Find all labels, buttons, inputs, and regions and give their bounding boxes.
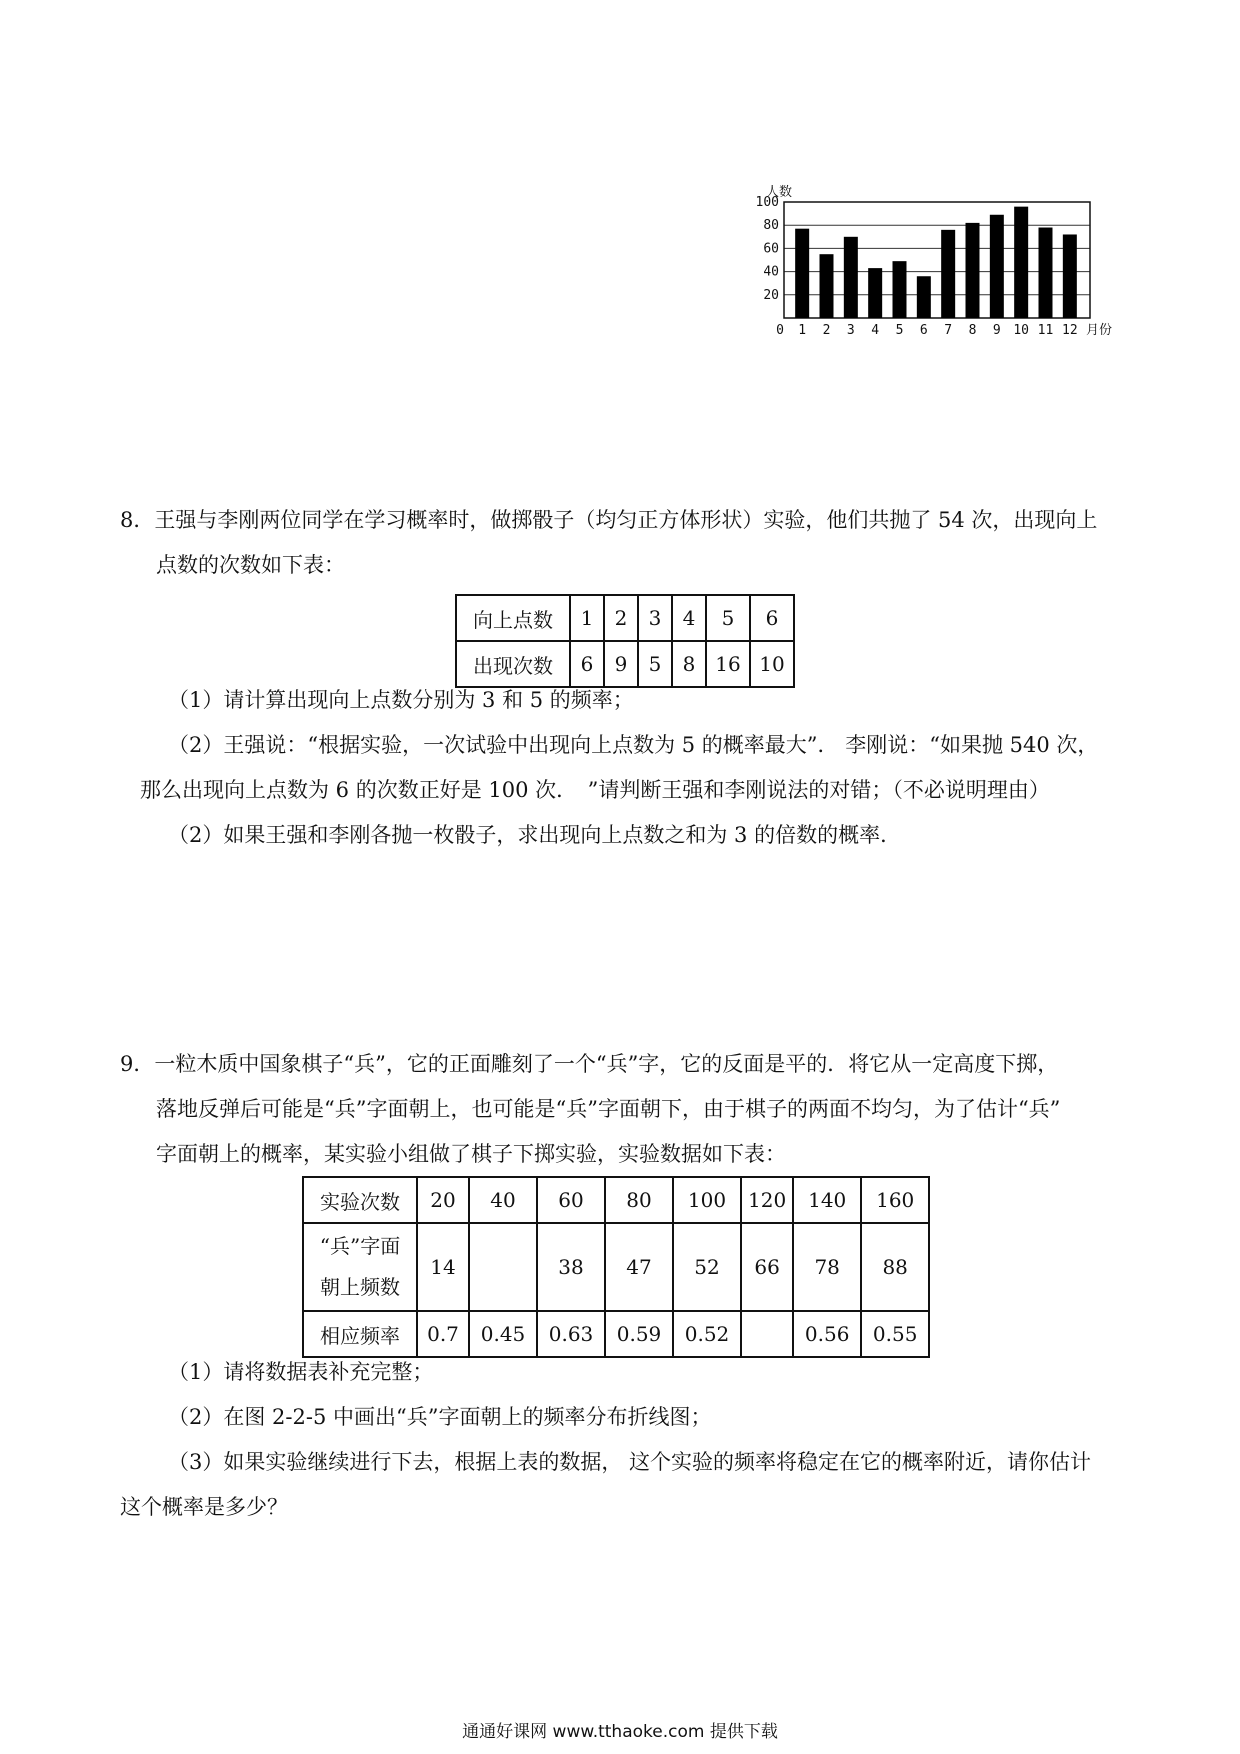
x-tick-label: 9 — [992, 323, 1001, 338]
table-cell: 66 — [741, 1223, 793, 1311]
table-cell: 120 — [741, 1177, 793, 1223]
table-cell: 16 — [706, 641, 750, 687]
table-cell: 0.55 — [861, 1311, 929, 1357]
table-cell: 88 — [861, 1223, 929, 1311]
x-tick-label: 6 — [919, 323, 928, 338]
question-8 — [120, 498, 1130, 588]
table-cell: 140 — [793, 1177, 861, 1223]
table-cell: 出现次数 — [456, 641, 570, 687]
table-cell: 2 — [604, 595, 638, 641]
table-cell: 20 — [417, 1177, 469, 1223]
table-cell — [469, 1223, 537, 1311]
y-tick-label: 40 — [763, 264, 779, 280]
table-cell: 5 — [706, 595, 750, 641]
q9-line3: 字面朝上的概率，某实验小组做了棋子下掷实验，实验数据如下表： — [156, 1142, 786, 1166]
table-cell: 38 — [537, 1223, 605, 1311]
x-tick-label: 1 — [798, 323, 807, 338]
table-cell: 4 — [672, 595, 706, 641]
bar — [917, 276, 931, 318]
row-label-a: “兵”字面 — [319, 1234, 401, 1258]
bar — [1063, 234, 1077, 318]
row-label-b: 朝上频数 — [320, 1275, 400, 1299]
y-tick-label: 60 — [763, 241, 779, 257]
x-tick-label: 2 — [822, 323, 831, 338]
bar — [795, 229, 809, 318]
x-tick-label: 3 — [846, 323, 855, 338]
x-axis-label: 月份 — [1086, 323, 1113, 338]
table-cell: 78 — [793, 1223, 861, 1311]
x-tick-label: 5 — [895, 323, 904, 338]
chart-svg — [742, 180, 1142, 340]
q8-line1: 8．王强与李刚两位同学在学习概率时，做掷骰子（均匀正方体形状）实验，他们共抛了 54 次，出现向上 — [120, 508, 1098, 532]
bar — [941, 230, 955, 318]
table-cell: 40 — [469, 1177, 537, 1223]
question-8-subparts — [120, 678, 1130, 858]
table-cell: 6 — [570, 641, 604, 687]
table-cell: 0.63 — [537, 1311, 605, 1357]
q8-sub3: （2）如果王强和李刚各抛一枚骰子，求出现向上点数之和为 3 的倍数的概率． — [168, 823, 902, 847]
q9-line2: 落地反弹后可能是“兵”字面朝上，也可能是“兵”字面朝下，由于棋子的两面不均匀，为了估计“兵” — [156, 1097, 1061, 1121]
bar — [893, 261, 907, 318]
y-tick-label: 80 — [763, 218, 779, 234]
table-cell: 14 — [417, 1223, 469, 1311]
table-cell: 60 — [537, 1177, 605, 1223]
q8-sub1: （1）请计算出现向上点数分别为 3 和 5 的频率； — [168, 688, 634, 712]
chess-row-trials — [303, 1177, 929, 1223]
question-9-subparts — [120, 1350, 1130, 1530]
q8-sub2-line1: （2）王强说：“根据实验，一次试验中出现向上点数为 5 的概率最大”． 李刚说：“如果抛 540 次， — [168, 733, 1099, 757]
chess-table — [302, 1176, 930, 1358]
x-tick-label: 7 — [944, 323, 953, 338]
x-tick-label: 11 — [1037, 323, 1054, 338]
table-cell: 1 — [570, 595, 604, 641]
chess-row-frequency — [303, 1223, 929, 1311]
table-cell: 0.7 — [417, 1311, 469, 1357]
q9-sub3-line1: （3）如果实验继续进行下去，根据上表的数据， 这个实验的频率将稳定在它的概率附近，请你估计 — [168, 1450, 1092, 1474]
q9-sub2: （2）在图 2-2-5 中画出“兵”字面朝上的频率分布折线图； — [168, 1405, 712, 1429]
table-cell: 3 — [638, 595, 672, 641]
dice-row-points — [456, 595, 794, 641]
table-cell: 9 — [604, 641, 638, 687]
q8-sub2-line2: 那么出现向上点数为 6 的次数正好是 100 次． ”请判断王强和李刚说法的对错；（不必说明理由） — [140, 778, 1050, 802]
q8-line2: 点数的次数如下表： — [156, 553, 345, 577]
table-cell: 8 — [672, 641, 706, 687]
y-axis-label: 人数 — [766, 185, 793, 200]
table-cell: 向上点数 — [456, 595, 570, 641]
footer: 通通好课网 www.tthaoke.com 提供下载 — [462, 1722, 778, 1742]
table-row-label — [303, 1223, 417, 1311]
table-cell: 80 — [605, 1177, 673, 1223]
table-cell: 实验次数 — [303, 1177, 417, 1223]
y-tick-label: 100 — [755, 195, 779, 210]
table-cell: 47 — [605, 1223, 673, 1311]
bar — [990, 215, 1004, 318]
question-9 — [120, 1042, 1130, 1177]
table-cell: 0.45 — [469, 1311, 537, 1357]
dice-table — [455, 594, 795, 688]
q9-sub3-line2: 这个概率是多少？ — [120, 1495, 288, 1519]
table-cell: 5 — [638, 641, 672, 687]
x-origin-label: 0 — [776, 323, 784, 338]
bar — [1014, 207, 1028, 318]
table-cell: 10 — [750, 641, 794, 687]
bar — [868, 268, 882, 318]
x-tick-label: 4 — [871, 323, 880, 338]
bar — [820, 254, 834, 318]
x-tick-label: 12 — [1062, 323, 1078, 338]
x-tick-label: 10 — [1013, 323, 1029, 338]
bar-chart — [742, 180, 1142, 340]
table-cell: 0.52 — [673, 1311, 741, 1357]
bar — [844, 237, 858, 318]
x-tick-label: 8 — [968, 323, 977, 338]
table-cell: 100 — [673, 1177, 741, 1223]
y-tick-label: 20 — [763, 287, 779, 303]
table-cell: 6 — [750, 595, 794, 641]
table-cell: 0.59 — [605, 1311, 673, 1357]
table-row-label: 相应频率 — [303, 1311, 417, 1357]
bar — [966, 223, 980, 318]
table-cell: 160 — [861, 1177, 929, 1223]
q9-line1: 9．一粒木质中国象棋子“兵”，它的正面雕刻了一个“兵”字，它的反面是平的．将它从一定高度下掷， — [120, 1052, 1059, 1076]
table-cell: 52 — [673, 1223, 741, 1311]
bar — [1039, 228, 1053, 318]
q9-sub1: （1）请将数据表补充完整； — [168, 1360, 434, 1384]
table-cell: 0.56 — [793, 1311, 861, 1357]
